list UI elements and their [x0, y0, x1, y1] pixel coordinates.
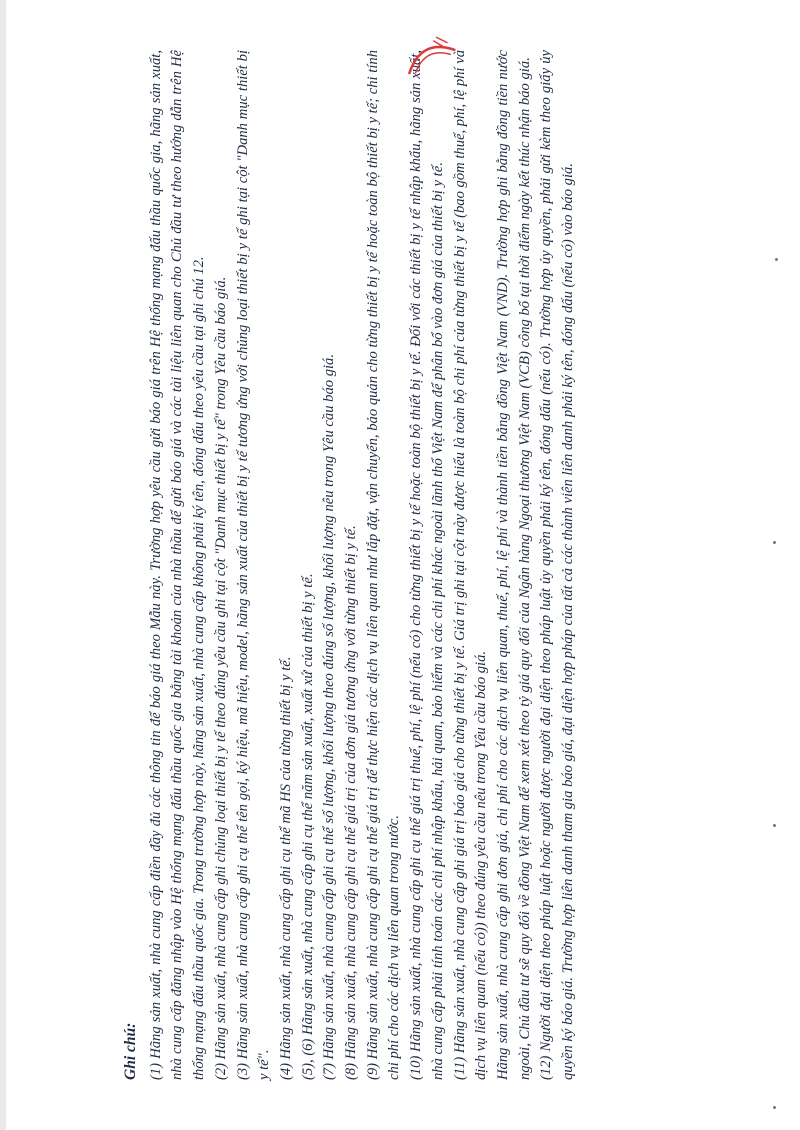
scan-dot — [773, 541, 776, 544]
note-9: (9) Hãng sản xuất, nhà cung cấp ghi cụ thể giá trị để thực hiện các dịch vụ liên quan như lắp đặt, vận chuyển, bảo quản cho từng thiết bị y tế hoặc toàn bộ thiết bị y tế; chi tính chi phí cho các dịch vụ liên quan trong nước. — [364, 50, 403, 1080]
note-11-currency: Hãng sản xuất, nhà cung cấp ghi đơn giá, chi phí cho các dịch vụ liên quan, thuế, phí, lệ phí và thành tiền bằng đồng Việt Nam (VND). Trường hợp ghi bằng đồng tiền nước ngoài, Chủ đầu tư sẽ quy đổi về đồng Việt Nam để xem xét theo tỷ giá quy đổi của Ngân hàng Ngoại thương Việt Nam (VCB) công bố tại thời điểm ngày kết thúc nhận báo giá. — [494, 50, 533, 1080]
scan-dot — [773, 824, 776, 827]
note-8: (8) Hãng sản xuất, nhà cung cấp ghi cụ thể giá trị của đơn giá tương ứng với từng thiết bị y tế. — [343, 525, 360, 1080]
note-4: (4) Hãng sản xuất, nhà cung cấp ghi cụ thể mã HS của từng thiết bị y tế. — [277, 656, 294, 1080]
note-1: (1) Hãng sản xuất, nhà cung cấp điền đầy đủ các thông tin để báo giá theo Mẫu này. Trường hợp yêu cầu gửi báo giá trên Hệ thống mạng đấu thầu quốc gia, hãng sản xuất, nhà cung cấp đăng nhập vào Hệ thống mạng đấu thầu quốc gia bằng tài khoản của nhà thầu để gửi báo giá và các tài liệu liên quan cho Chủ đầu tư theo hướng dẫn trên Hệ thống mạng đấu thầu quốc gia. Trong trường hợp này, hãng sản xuất, nhà cung cấp không phải ký tên, đóng dấu theo yêu cầu tại ghi chú 12. — [147, 50, 208, 1080]
note-10: (10) Hãng sản xuất, nhà cung cấp ghi cụ thể giá trị thuế, phí, lệ phí (nếu có) cho từng thiết bị y tế hoặc toàn bộ thiết bị y tế. Đối với các thiết bị y tế nhập khẩu, hãng sản xuất, nhà cung cấp phải tính toán các chi phí nhập khẩu, hải quan, bảo hiểm và các chi phí khác ngoài lãnh thổ Việt Nam để phân bổ vào đơn giá của thiết bị y tế. — [408, 50, 446, 1080]
page-edge — [0, 0, 6, 1130]
scan-dot — [773, 1106, 776, 1109]
document-notes — [120, 50, 680, 1080]
note-5-6: (5), (6) Hãng sản xuất, nhà cung cấp ghi cụ thể năm sản xuất, xuất xứ của thiết bị y tế. — [299, 573, 316, 1080]
note-11: (11) Hãng sản xuất, nhà cung cấp ghi giá trị báo giá cho từng thiết bị y tế. Giá trị ghi tại cột này được hiểu là toàn bộ chi phí của từng thiết bị y tế (bao gồm thuế, phí, lệ phí và dịch vụ liên quan (nếu có)) theo đúng yêu cầu nêu trong Yêu cầu báo giá. — [451, 50, 490, 1080]
scan-dot — [775, 258, 778, 261]
note-12: (12) Người đại diện theo pháp luật hoặc người được người đại diện theo pháp luật ủy quyền phải ký tên, đóng dấu (nếu có). Trường hợp ủy quyền, phải gửi kèm theo giấy ủy quyền ký báo giá. Trường hợp liên danh tham gia báo giá, đại diện hợp pháp của tất cả các thành viên liên danh phải ký tên, đóng dấu (nếu có) vào báo giá. — [538, 50, 577, 1080]
note-2: (2) Hãng sản xuất, nhà cung cấp ghi chủng loại thiết bị y tế theo đúng yêu cầu ghi tại cột "Danh mục thiết bị y tế" trong Yêu cầu báo giá. — [212, 276, 229, 1080]
notes-heading: Ghi chú: — [122, 1022, 139, 1080]
note-3: (3) Hãng sản xuất, nhà cung cấp ghi cụ thể tên gọi, ký hiệu, mã hiệu, model, hãng sản xuất của thiết bị y tế tương ứng với chủng loại thiết bị y tế ghi tại cột "Danh mục thiết bị y tế". — [234, 50, 273, 1080]
note-7: (7) Hãng sản xuất, nhà cung cấp ghi cụ thể số lượng, khối lượng theo đúng số lượng, khối lượng nêu trong Yêu cầu báo giá. — [321, 354, 338, 1080]
